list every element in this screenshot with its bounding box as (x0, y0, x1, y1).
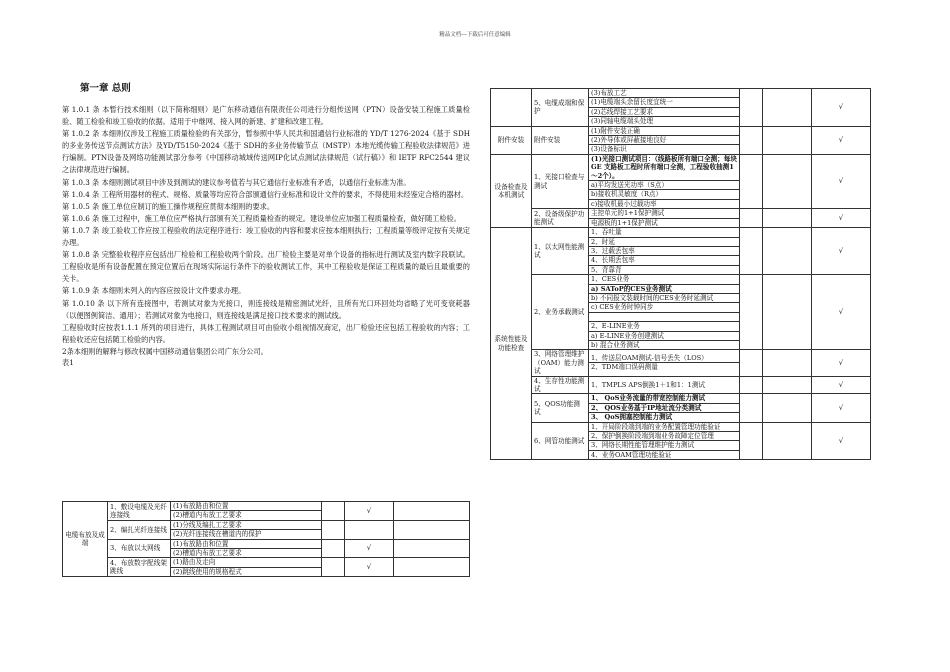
sub-item: (1)电缆端头余留长度宜统一 (589, 98, 739, 107)
sub-item-row (589, 155, 739, 181)
sub-item-row (171, 549, 321, 558)
check-mark: √ (345, 502, 394, 521)
blank-cell (740, 394, 763, 422)
paragraph: 第 1.0.4 条 工程所用器材的程式、规格、质量等均应符合部颁通信行业标准和设计文件的要求，不得使用未经鉴定合格的器材。 (62, 189, 469, 199)
paragraph: 第 1.0.2 条 本细则仅涉及工程施工质量检验的有关部分，暂参照中华人民共和国通信行业标准的 YD/T 1276-2024《基于 SDH 的多业务传送节点测试方法》及YD/T5150-2024《基于 SDH的多业务传输节点（MSTP）本地光缆传输工程验收法律规范》进行编制。PTN设备及网络功能测试部分参考《中国移动城域传送网IP化试点测试法律规范（试行稿）》和 IETF RFC2544 建议之法律规范进行编制。 (62, 129, 470, 175)
item-cell: 1、以太网性能测试 (532, 228, 589, 275)
group-cell: 系统性能及功能检查 (491, 228, 532, 460)
blank-cell (763, 422, 812, 460)
sub-item: 1、 QoS业务流量的带宽控制能力测试 (589, 394, 739, 403)
sub-item: b)接收机灵敏度（R点） (589, 190, 739, 199)
table-row (63, 539, 470, 558)
item-cell: 附件安装 (532, 126, 589, 154)
sub-item: 2、E-LINE业务 (589, 322, 739, 331)
group-cell: 设备检查及本机测试 (491, 154, 532, 227)
item-cell: 3、网络管理维护（OAM）能力测试 (532, 350, 589, 376)
sub-item-row (589, 228, 739, 237)
sub-items (589, 209, 739, 227)
sub-item-row (589, 303, 739, 312)
blank-cell (740, 376, 763, 394)
blank-cell (763, 154, 812, 208)
check-mark: √ (812, 154, 871, 208)
sub-item-row (589, 432, 739, 441)
sub-items (589, 275, 739, 349)
sub-item-row (589, 331, 739, 340)
sub-item-row (589, 275, 739, 284)
sub-item: 电源板的1+1保护测试 (591, 218, 658, 227)
sub-item-row (589, 256, 739, 265)
paragraph: 工程验收时应按表1.1.1 所列的项目进行，具体工程测试项目可由验收小组视情况商定，出厂检验还应包括工程验收的内容；工程验收还应包括随工检验的内容。 (62, 322, 470, 344)
sub-item: (1)路由及走向 (171, 558, 321, 567)
sub-item: (2)芯线焊接工艺要求 (589, 107, 739, 116)
table-row (63, 520, 470, 539)
blank-cell (763, 209, 812, 228)
item-cell: 4、生存性功能测试 (532, 376, 589, 394)
paragraph: 第 1.0.5 条 施工单位应制订的施工操作规程应贯彻本细则的要求。 (62, 201, 275, 211)
blank-cell (763, 89, 812, 127)
sub-item-row (171, 502, 321, 511)
sub-item-row (589, 403, 739, 412)
sub-item: b) 不同报文装载时间的CES业务时延测试 (589, 293, 739, 302)
blank-cell (322, 539, 345, 558)
blank-cell (740, 126, 763, 154)
item-cell: 2、编扎光纤连接线 (108, 520, 171, 539)
blank-cell (740, 209, 763, 228)
sub-item-row (589, 265, 739, 274)
sub-item-row (589, 237, 739, 246)
sub-item: a)平均发送光功率（S点） (589, 181, 739, 190)
table-row (491, 228, 871, 275)
paragraph: 第 1.0.9 条 本细则未列入的内容应按设计文件要求办理。 (62, 286, 246, 296)
sub-items-cell (171, 502, 322, 521)
check-mark: √ (812, 126, 871, 154)
sub-item-row (589, 181, 739, 190)
item-cell: 5、QOS功能测试 (532, 394, 589, 422)
table-row (491, 126, 871, 154)
sub-items (589, 155, 739, 208)
blank-cell (763, 350, 812, 376)
item-cell: 3、布放以太网线 (108, 539, 171, 558)
sub-item-row (589, 441, 739, 450)
group-cell: 附件安装 (491, 126, 532, 154)
sub-item: (1)光接口测试项目：（线路板所有端口全测；每块 GE 支路板工程时所有端口全测，工程验收抽测1～2个）。 (591, 154, 737, 180)
sub-items (589, 354, 739, 372)
sub-items-cell (589, 228, 740, 275)
sub-item: (3)设备标识 (591, 145, 627, 154)
blank-cell (763, 126, 812, 154)
blank-cell (322, 502, 345, 521)
paragraph: 第 1.0.8 条 完整验收程序应包括出厂检验和工程验收两个阶段。出厂检验主要是对单个设备的指标进行测试及室内数字段联试。工程验收是所有设备配置在预定位置后在现场实际运行条件下的验收测试工作，其中工程验收是保证工程质量的最后且最重要的关卡。 (62, 250, 470, 284)
sub-item: 1、吞吐量 (589, 228, 739, 237)
sub-items (589, 394, 739, 421)
table-1 (62, 501, 470, 577)
sub-item-row (589, 136, 739, 145)
sub-item: (2)跳线使用的规格程式 (173, 567, 242, 576)
table1-label: 表1 (62, 357, 74, 367)
group-cell (491, 89, 532, 127)
sub-item-row (171, 530, 321, 539)
paragraph: 第 1.0.10 条 以下所有连接图中，若测试对象为光接口，则连接线是精密测试光纤，且所有光口环回处均省略了光可变衰耗器（以便图例简洁、通用）；若测试对象为电接口，则连接线是满足接口技术要求的测试线。 (62, 298, 470, 320)
sub-item-row (171, 540, 321, 549)
blank-cell (394, 539, 470, 558)
sub-item-row (589, 394, 739, 403)
check-mark (345, 520, 394, 539)
blank-cell (740, 154, 763, 208)
sub-item-row (589, 284, 739, 293)
sub-item-row (589, 340, 739, 349)
paragraph-list (62, 104, 470, 358)
sub-item-row (589, 199, 739, 208)
sub-items-cell (589, 350, 740, 376)
check-mark: √ (812, 394, 871, 422)
check-mark: √ (812, 228, 871, 275)
table-row (63, 558, 470, 577)
sub-items-cell (171, 539, 322, 558)
paragraph: 第 1.0.7 条 竣工验收工作应按工程验收的法定程序进行：竣工验收的内容和要求应按本细则执行；工程质量等级评定按有关规定办理。 (62, 225, 470, 248)
sub-item-row (589, 354, 739, 363)
sub-item: 2、TDM端口误码测量 (591, 363, 658, 372)
sub-item: 2、 QOS业务基于IP地址流分类测试 (589, 403, 739, 412)
blank-cell (740, 228, 763, 275)
sub-item-row (171, 521, 321, 530)
blank-cell (740, 350, 763, 376)
check-mark: √ (812, 275, 871, 350)
blank-cell (763, 275, 812, 350)
sub-items-cell (589, 154, 740, 208)
sub-items-cell (589, 422, 740, 460)
table-row (491, 394, 871, 422)
sub-item-row (589, 89, 739, 98)
sub-item-row (171, 511, 321, 520)
sub-items (589, 381, 739, 389)
sub-item-row (589, 127, 739, 136)
sub-items-cell (589, 126, 740, 154)
table-row (491, 422, 871, 460)
sub-item-row (589, 98, 739, 107)
sub-items (171, 558, 321, 576)
sub-item: (2)外导体或屏蔽接地良好 (589, 136, 739, 145)
sub-item-row (589, 107, 739, 116)
paragraph: 第 1.0.6 条 施工过程中，施工单位应严格执行部颁有关工程质量检查的规定。建设单位应加强工程质量检查，做好随工检验。 (62, 213, 461, 223)
sub-item: a) SAToP的CES业务测试 (589, 284, 739, 293)
sub-item: b) 混合业务测试 (591, 340, 640, 349)
sub-item: 2、保护倒换阶段端到端业务故障定位管理 (589, 432, 739, 441)
sub-item: (1)附件安装正确 (589, 127, 739, 136)
sub-items-cell (171, 520, 322, 539)
blank-cell (763, 394, 812, 422)
blank-cell (740, 422, 763, 460)
item-cell: 5、电缆成端和保护 (532, 89, 589, 127)
sub-item: (3)同轴电缆端头处理 (591, 117, 654, 126)
blank-cell (394, 558, 470, 577)
sub-item: (2)槽道内布放工艺要求 (173, 549, 242, 558)
sub-item-row (589, 450, 739, 459)
sub-items-cell (589, 275, 740, 350)
sub-item: c) CES业务时钟同步 (589, 303, 739, 312)
sub-item-row (589, 312, 739, 321)
sub-item-row (589, 423, 739, 432)
sub-item: c)接收机最小过载功率 (591, 199, 657, 208)
sub-items (171, 540, 321, 558)
sub-items-cell (589, 209, 740, 228)
item-cell: 2、设备级保护功能测试 (532, 209, 589, 228)
sub-item (589, 312, 739, 321)
sub-item-row (589, 145, 739, 154)
sub-items (589, 89, 739, 126)
check-mark: √ (812, 350, 871, 376)
item-cell: 1、光接口检查与测试 (532, 154, 589, 208)
sub-item: 1、TMPLS APS倒换1＋1和1：1测试 (591, 380, 706, 389)
table-row (491, 275, 871, 350)
table-2 (490, 88, 871, 460)
table-row (491, 350, 871, 376)
item-cell: 4、布放数字配线架跳线 (108, 558, 171, 577)
sub-items-cell (589, 376, 740, 394)
sub-items (589, 127, 739, 154)
table-row (491, 154, 871, 208)
sub-item: (1)布放路由和位置 (171, 540, 321, 549)
item-cell: 2、业务承载测试 (532, 275, 589, 350)
sub-item: (2)槽道内布放工艺要求 (173, 511, 242, 520)
table-row (491, 209, 871, 228)
item-cell: 6、网管功能测试 (532, 422, 589, 460)
sub-item-row (589, 209, 739, 218)
sub-item-row (589, 322, 739, 331)
check-mark: √ (812, 209, 871, 228)
blank-cell (394, 502, 470, 521)
sub-items (589, 228, 739, 274)
check-mark: √ (812, 376, 871, 394)
item-cell: 1、敷设电缆及光纤连接线 (108, 502, 171, 521)
sub-item-row (589, 381, 739, 389)
check-mark: √ (812, 422, 871, 460)
blank-cell (322, 520, 345, 539)
sub-item-row (589, 363, 739, 372)
sub-item: 4、业务OAM管理功能验证 (591, 450, 672, 459)
sub-item: (3)布放工艺 (589, 89, 739, 98)
sub-item-row (171, 567, 321, 576)
sub-items (589, 423, 739, 460)
sub-items-cell (589, 394, 740, 422)
paragraph: 第 1.0.1 条 本暂行技术细则（以下简称细则）是广东移动通信有限责任公司进行分组传送网（PTN）设备安装工程施工质量检验、随工检验和竣工验收的依据。适用于中继网、接入网的新建、扩建和改建工程。 (62, 105, 470, 127)
sub-items-cell (171, 558, 322, 577)
blank-cell (763, 376, 812, 394)
sub-item: 5、背靠背 (591, 265, 622, 274)
sub-item-row (589, 190, 739, 199)
sub-item: (1)分线及编扎工艺要求 (171, 521, 321, 530)
sub-item-row (589, 293, 739, 302)
sub-item: 3、网络长期性能管理维护能力测试 (589, 441, 739, 450)
table-row (491, 89, 871, 127)
check-mark: √ (345, 558, 394, 577)
sub-items-cell (589, 89, 740, 127)
sub-item-row (171, 558, 321, 567)
blank-cell (322, 558, 345, 577)
sub-items (171, 521, 321, 539)
sub-item-row (589, 117, 739, 126)
sub-item: 2、时延 (589, 237, 739, 246)
sub-item-row (589, 413, 739, 422)
page-header: 精品文档---下载后可任意编辑 (439, 32, 511, 38)
sub-item: 1、CES业务 (589, 275, 739, 284)
group-cell: 电缆布放及成端 (63, 502, 108, 577)
sub-item: 主控单元的1+1保护测试 (589, 209, 739, 218)
chapter-title: 第一章 总则 (80, 83, 131, 94)
sub-item: 4、长期丢包率 (589, 256, 739, 265)
sub-item: (2)光纤连接线在槽道内的保护 (173, 530, 262, 539)
check-mark: √ (812, 89, 871, 127)
sub-item-row (589, 246, 739, 255)
paragraph: 2条本细则的解释与修改权属中国移动通信集团公司广东分公司。 (62, 346, 268, 356)
sub-item: 1、开局阶段端到端的业务配置管理功能验证 (589, 423, 739, 432)
blank-cell (740, 275, 763, 350)
table-row (491, 376, 871, 394)
sub-item: 3、 QoS拥塞控制能力测试 (591, 413, 673, 422)
sub-item-row (589, 218, 739, 227)
blank-cell (740, 89, 763, 127)
sub-items (171, 502, 321, 520)
sub-item: 1、传送层OAM测试-信号丢失（LOS） (589, 354, 739, 363)
paragraph: 第 1.0.3 条 本细则测试项目中涉及到测试的建议参考值若与其它通信行业标准有矛盾，以通信行业标准为准。 (62, 177, 411, 187)
sub-item: 3、过载丢包率 (589, 246, 739, 255)
sub-item: a) E-LINE业务创建测试 (589, 331, 739, 340)
left-column (62, 80, 470, 368)
blank-cell (763, 228, 812, 275)
check-mark: √ (345, 539, 394, 558)
blank-cell (394, 520, 470, 539)
table-row (63, 502, 470, 521)
sub-item: (1)布放路由和位置 (171, 502, 321, 511)
